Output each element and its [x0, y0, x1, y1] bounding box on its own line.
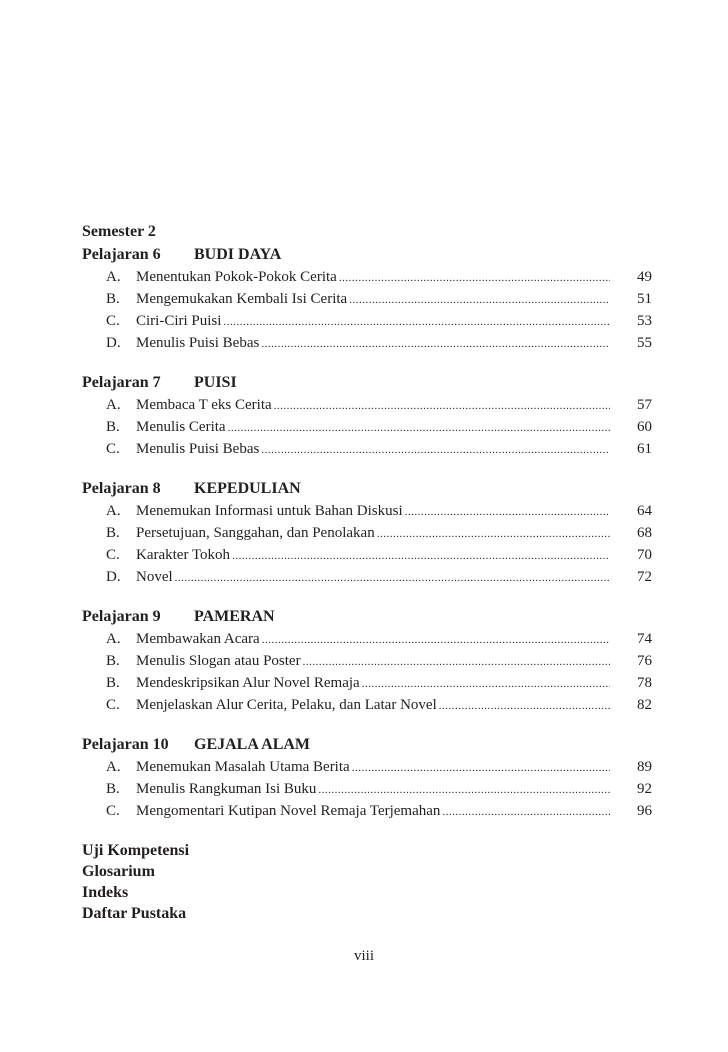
entry-letter: B. [106, 653, 120, 669]
toc-entry[interactable] [82, 566, 652, 588]
entry-page-number: 61 [637, 441, 652, 457]
entry-letter: A. [106, 631, 121, 647]
toc-entry[interactable] [82, 628, 652, 650]
entry-letter: C. [106, 697, 120, 713]
table-of-contents [82, 220, 652, 924]
entry-title: Menulis Puisi Bebas [136, 441, 260, 457]
lesson-heading [82, 372, 652, 394]
dot-leader [261, 333, 610, 355]
toc-entry[interactable] [82, 332, 652, 354]
entry-title: Novel [136, 569, 173, 585]
dot-leader [232, 545, 610, 567]
lesson-number: Pelajaran 8 [82, 480, 161, 497]
entry-title: Karakter Tokoh [136, 547, 231, 563]
entry-letter: B. [106, 525, 120, 541]
entry-page-number: 96 [637, 803, 652, 819]
entry-page-number: 51 [637, 291, 652, 307]
dot-leader [261, 439, 610, 461]
toc-entry[interactable] [82, 416, 652, 438]
entry-page-number: 78 [637, 675, 652, 691]
dot-leader [223, 311, 610, 333]
toc-entry[interactable] [82, 672, 652, 694]
entry-page-number: 76 [637, 653, 652, 669]
toc-entry[interactable] [82, 394, 652, 416]
entry-letter: A. [106, 759, 121, 775]
entry-page-number: 72 [637, 569, 652, 585]
lesson-number: Pelajaran 9 [82, 608, 161, 625]
entry-letter: C. [106, 313, 120, 329]
dot-leader [349, 289, 610, 311]
toc-entry[interactable] [82, 694, 652, 716]
dot-leader [405, 501, 610, 523]
entry-page-number: 64 [637, 503, 652, 519]
entry-letter: A. [106, 397, 121, 413]
toc-entry[interactable] [82, 800, 652, 822]
entry-title: Menjelaskan Alur Cerita, Pelaku, dan Latar Novel [136, 697, 437, 713]
lesson-heading [82, 734, 652, 756]
lesson-heading [82, 478, 652, 500]
dot-leader [228, 417, 610, 439]
entry-title: Menulis Puisi Bebas [136, 335, 260, 351]
dot-leader [175, 567, 610, 589]
entry-page-number: 68 [637, 525, 652, 541]
entry-letter: D. [106, 335, 121, 351]
entry-page-number: 70 [637, 547, 652, 563]
toc-entry[interactable] [82, 266, 652, 288]
entry-title: Mendeskripsikan Alur Novel Remaja [136, 675, 360, 691]
entry-letter: B. [106, 675, 120, 691]
entry-page-number: 82 [637, 697, 652, 713]
entry-letter: B. [106, 291, 120, 307]
entry-letter: A. [106, 269, 121, 285]
appendix-item[interactable]: Daftar Pustaka [82, 905, 187, 922]
entry-page-number: 55 [637, 335, 652, 351]
dot-leader [439, 695, 610, 717]
entry-title: Menulis Rangkuman Isi Buku [136, 781, 317, 797]
entry-letter: A. [106, 503, 121, 519]
dot-leader [318, 779, 610, 801]
lesson-list [82, 244, 652, 822]
lesson-number: Pelajaran 10 [82, 736, 169, 753]
entry-title: Mengomentari Kutipan Novel Remaja Terjemahan [136, 803, 441, 819]
lesson-block [82, 372, 652, 460]
lesson-block [82, 244, 652, 354]
entry-title: Mengemukakan Kembali Isi Cerita [136, 291, 348, 307]
dot-leader [442, 801, 610, 823]
entry-letter: B. [106, 781, 120, 797]
toc-entry[interactable] [82, 500, 652, 522]
entry-letter: C. [106, 441, 120, 457]
toc-entry[interactable] [82, 288, 652, 310]
dot-leader [262, 629, 610, 651]
dot-leader [303, 651, 610, 673]
entry-page-number: 49 [637, 269, 652, 285]
toc-entry[interactable] [82, 522, 652, 544]
entry-page-number: 53 [637, 313, 652, 329]
lesson-title: BUDI DAYA [194, 246, 282, 263]
entry-letter: B. [106, 419, 120, 435]
entry-title: Ciri-Ciri Puisi [136, 313, 222, 329]
entry-page-number: 57 [637, 397, 652, 413]
lesson-block [82, 734, 652, 822]
toc-entry[interactable] [82, 310, 652, 332]
entry-letter: C. [106, 547, 120, 563]
lesson-block [82, 478, 652, 588]
entry-title: Persetujuan, Sanggahan, dan Penolakan [136, 525, 375, 541]
entry-page-number: 74 [637, 631, 652, 647]
toc-entry[interactable] [82, 756, 652, 778]
entry-title: Menentukan Pokok-Pokok Cerita [136, 269, 337, 285]
lesson-title: KEPEDULIAN [194, 480, 301, 497]
toc-entry[interactable] [82, 438, 652, 460]
page-number: viii [353, 948, 374, 964]
appendix-item[interactable]: Indeks [82, 884, 129, 901]
lesson-title: PUISI [194, 374, 237, 391]
toc-entry[interactable] [82, 778, 652, 800]
toc-entry[interactable] [82, 544, 652, 566]
entry-title: Membaca T eks Cerita [136, 397, 272, 413]
dot-leader [339, 267, 610, 289]
entry-title: Membawakan Acara [136, 631, 260, 647]
lesson-heading [82, 606, 652, 628]
lesson-number: Pelajaran 6 [82, 246, 161, 263]
entry-page-number: 60 [637, 419, 652, 435]
lesson-number: Pelajaran 7 [82, 374, 161, 391]
semester-heading: Semester 2 [82, 223, 156, 240]
dot-leader [274, 395, 610, 417]
entry-page-number: 92 [637, 781, 652, 797]
lesson-title: GEJALA ALAM [194, 736, 311, 753]
dot-leader [377, 523, 610, 545]
entry-letter: C. [106, 803, 120, 819]
entry-title: Menemukan Informasi untuk Bahan Diskusi [136, 503, 403, 519]
toc-entry[interactable] [82, 650, 652, 672]
lesson-block [82, 606, 652, 716]
lesson-title: PAMERAN [194, 608, 275, 625]
dot-leader [362, 673, 610, 695]
appendix-item[interactable]: Uji Kompetensi [82, 842, 190, 859]
lesson-heading [82, 244, 652, 266]
entry-letter: D. [106, 569, 121, 585]
entry-title: Menulis Cerita [136, 419, 226, 435]
appendix-item[interactable]: Glosarium [82, 863, 155, 880]
entry-title: Menemukan Masalah Utama Berita [136, 759, 350, 775]
entry-page-number: 89 [637, 759, 652, 775]
dot-leader [352, 757, 610, 779]
entry-title: Menulis Slogan atau Poster [136, 653, 301, 669]
appendix-list [82, 840, 652, 924]
